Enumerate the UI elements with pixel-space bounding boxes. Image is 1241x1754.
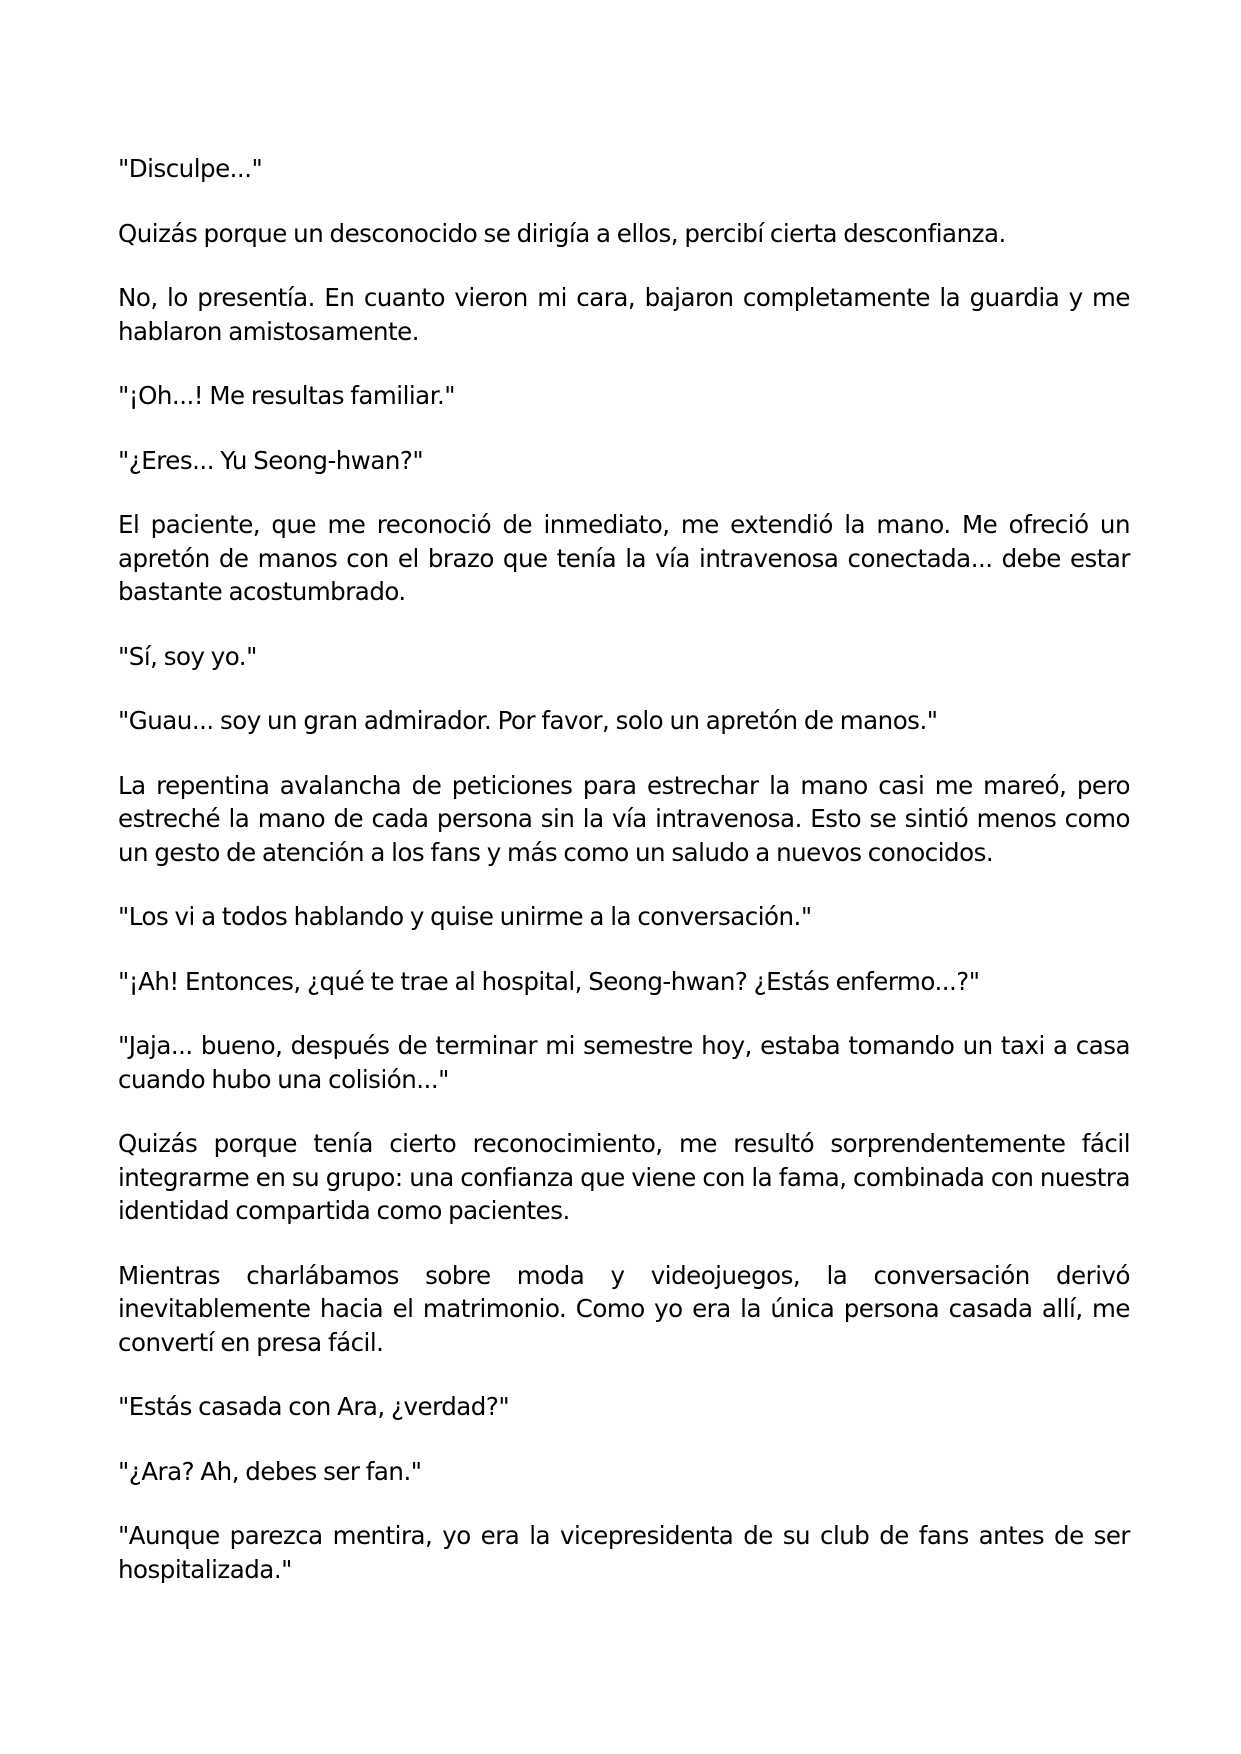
narration-paragraph: Mientras charlábamos sobre moda y videojuegos, la conversación derivó inevitablemente hacia el matrimonio. Como yo era la única persona casada allí, me convertí en presa fácil. bbox=[118, 1260, 1130, 1357]
dialogue-paragraph: "Guau... soy un gran admirador. Por favor, solo un apretón de manos." bbox=[118, 706, 938, 735]
narration-paragraph: Quizás porque tenía cierto reconocimiento, me resultó sorprendentemente fácil integrarme en su grupo: una confianza que viene con la fama, combinada con nuestra identidad compartida como pacientes. bbox=[118, 1129, 1130, 1225]
dialogue-paragraph: "Estás casada con Ara, ¿verdad?" bbox=[118, 1392, 510, 1421]
dialogue-paragraph: "Jaja... bueno, después de terminar mi semestre hoy, estaba tomando un taxi a casa cuando hubo una colisión..." bbox=[118, 1031, 1130, 1094]
dialogue-paragraph: "Disculpe..." bbox=[118, 154, 263, 183]
narration-paragraph: No, lo presentía. En cuanto vieron mi cara, bajaron completamente la guardia y me hablaron amistosamente. bbox=[118, 283, 1130, 346]
dialogue-paragraph: "¡Ah! Entonces, ¿qué te trae al hospital, Seong-hwan? ¿Estás enfermo...?" bbox=[118, 966, 980, 996]
document-body bbox=[118, 152, 1130, 1617]
narration-paragraph: La repentina avalancha de peticiones para estrechar la mano casi me mareó, pero estreché la mano de cada persona sin la vía intravenosa. Esto se sintió menos como un gesto de atención a los fans y más como un saludo a nuevos conocidos. bbox=[118, 770, 1130, 867]
dialogue-paragraph: "¡Oh...! Me resultas familiar." bbox=[118, 381, 456, 410]
narration-paragraph: El paciente, que me reconoció de inmediato, me extendió la mano. Me ofreció un apretón de manos con el brazo que tenía la vía intravenosa conectada... debe estar bastante acostumbrado. bbox=[118, 510, 1130, 606]
dialogue-paragraph: "¿Eres... Yu Seong-hwan?" bbox=[118, 445, 424, 475]
narration-paragraph: Quizás porque un desconocido se dirigía a ellos, percibí cierta desconfianza. bbox=[118, 218, 1006, 248]
dialogue-paragraph: "Aunque parezca mentira, yo era la vicepresidenta de su club de fans antes de ser hospitalizada." bbox=[118, 1521, 1130, 1584]
dialogue-paragraph: "Sí, soy yo." bbox=[118, 641, 257, 671]
dialogue-paragraph: "Los vi a todos hablando y quise unirme a la conversación." bbox=[118, 902, 812, 931]
dialogue-paragraph: "¿Ara? Ah, debes ser fan." bbox=[118, 1456, 422, 1486]
